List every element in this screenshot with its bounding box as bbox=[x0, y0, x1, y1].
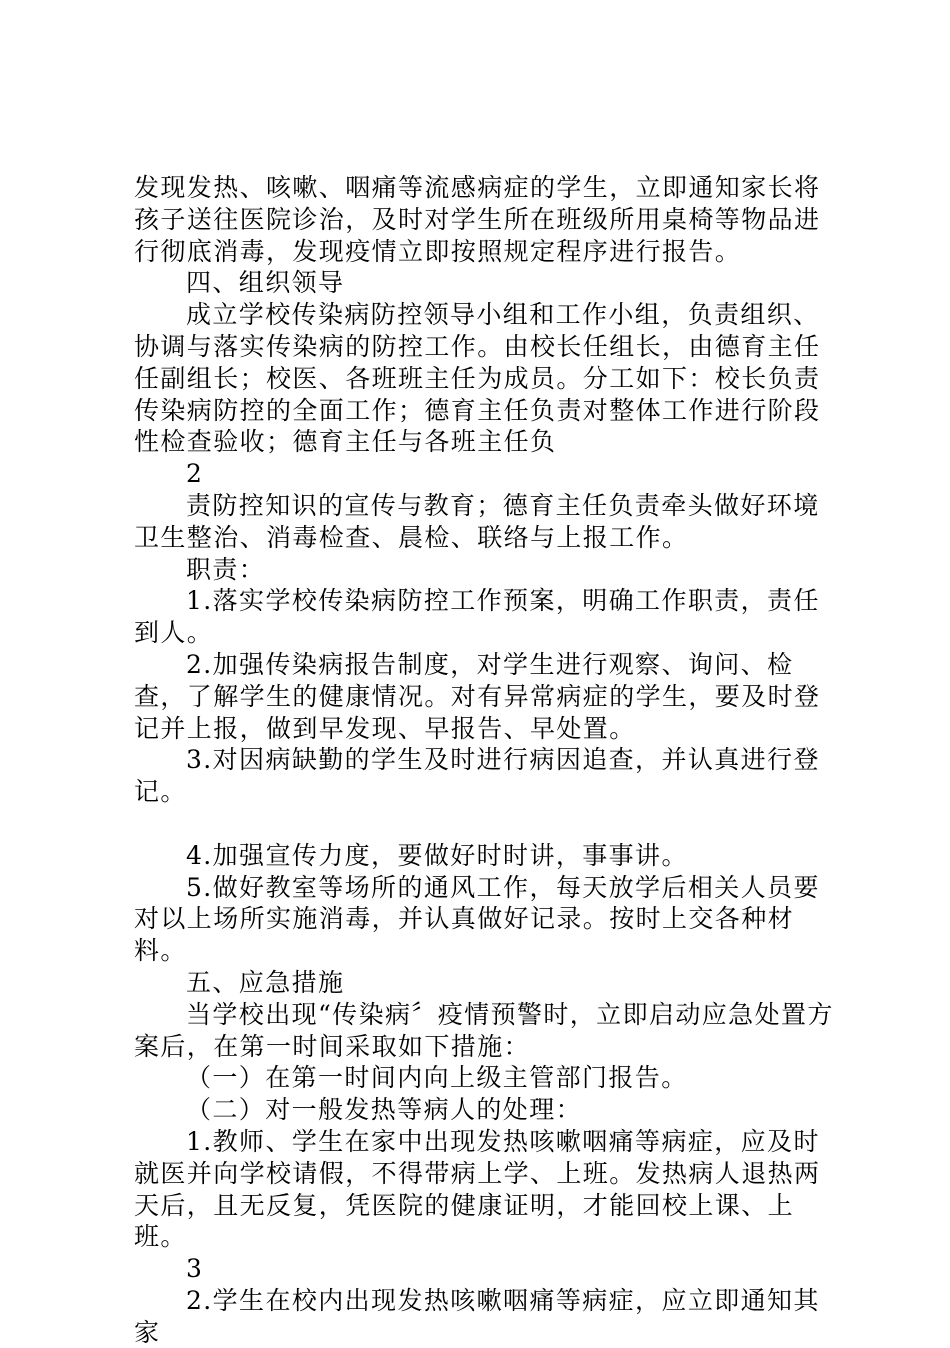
blank-line bbox=[134, 808, 834, 840]
duties-heading: 职责： bbox=[186, 554, 266, 584]
fever-handling-item-1: 1.教师、学生在家中出现发热咳嗽咽痛等病症，应及时就医并向学校请假，不得带病上学、上班。发热病人退热两天后，且无反复，凭医院的健康证明，才能回校上课、上班。 bbox=[134, 1126, 821, 1252]
page-number: 2 bbox=[186, 459, 204, 489]
section-heading-emergency: 五、应急措施 bbox=[186, 967, 345, 997]
duty-item-2: 2.加强传染病报告制度，对学生进行观察、询问、检查，了解学生的健康情况。对有异常病症的学生，要及时登记并上报，做到早发现、早报告、早处置。 bbox=[134, 649, 821, 743]
paragraph-organization-continued: 责防控知识的宣传与教育；德育主任负责牵头做好环境卫生整治、消毒检查、晨检、联络与上报工作。 bbox=[134, 490, 820, 552]
measure-item-2: （二）对一般发热等病人的处理： bbox=[186, 1095, 583, 1125]
fever-handling-item-2: 2.学生在校内出现发热咳嗽咽痛等病症，应立即通知其家 bbox=[134, 1285, 820, 1347]
duty-item-5: 5.做好教室等场所的通风工作，每天放学后相关人员要对以上场所实施消毒，并认真做好记录。按时上交各种材料。 bbox=[134, 872, 820, 966]
measure-item-1: （一）在第一时间内向上级主管部门报告。 bbox=[186, 1063, 688, 1093]
duty-item-1: 1.落实学校传染病防控工作预案，明确工作职责，责任到人。 bbox=[134, 586, 820, 648]
paragraph-organization: 成立学校传染病防控领导小组和工作小组，负责组织、协调与落实传染病的防控工作。由校长任组长，由德育主任任副组长；校医、各班班主任为成员。分工如下：校长负责传染病防控的全面工作；德育主任负责对整体工作进行阶段性检查验收；德育主任与各班主任负 bbox=[134, 300, 821, 457]
section-heading-organization: 四、组织领导 bbox=[186, 268, 345, 298]
page-number: 3 bbox=[186, 1254, 204, 1284]
duty-item-4: 4.加强宣传力度，要做好时时讲，事事讲。 bbox=[186, 840, 688, 870]
paragraph-emergency: 当学校出现“传染病〞疫情预警时，立即启动应急处置方案后，在第一时间采取如下措施： bbox=[134, 999, 834, 1061]
duty-item-3: 3.对因病缺勤的学生及时进行病因追查，并认真进行登记。 bbox=[134, 745, 820, 807]
document-body bbox=[134, 172, 834, 1348]
paragraph-continuation: 发现发热、咳嗽、咽痛等流感病症的学生，立即通知家长将孩子送往医院诊治，及时对学生所在班级所用桌椅等物品进行彻底消毒，发现疫情立即按照规定程序进行报告。 bbox=[134, 173, 821, 266]
